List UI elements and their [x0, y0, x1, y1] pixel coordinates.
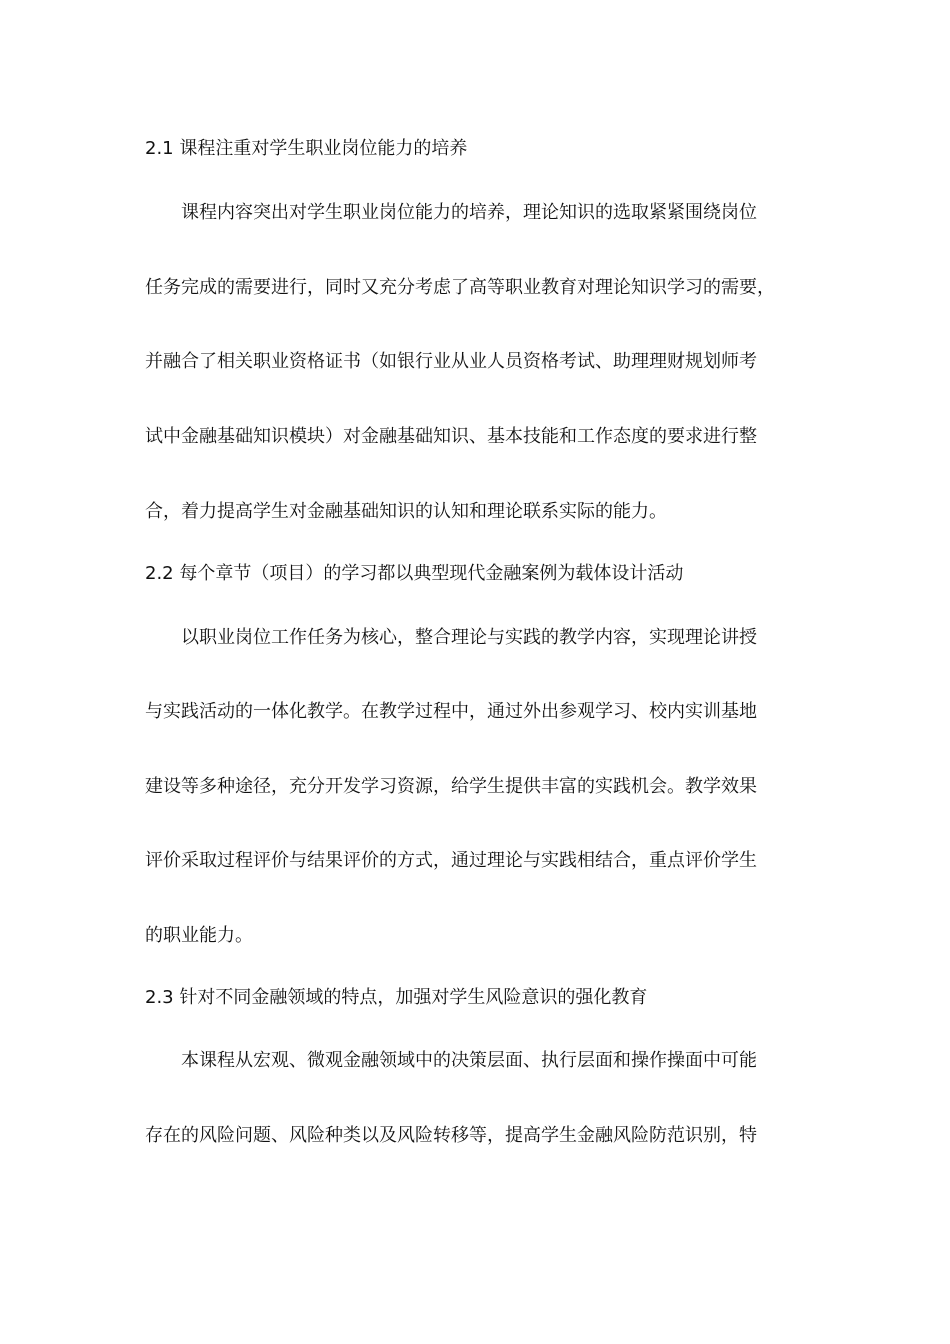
section-heading-2-3: 2.3 针对不同金融领域的特点，加强对学生风险意识的强化教育 — [145, 987, 648, 1008]
paragraph-line: 建设等多种途径，充分开发学习资源，给学生提供丰富的实践机会。教学效果 — [145, 776, 757, 797]
paragraph-line: 与实践活动的一体化教学。在教学过程中，通过外出参观学习、校内实训基地 — [145, 701, 757, 722]
paragraph-line: 试中金融基础知识模块）对金融基础知识、基本技能和工作态度的要求进行整 — [145, 426, 757, 447]
paragraph-line: 评价采取过程评价与结果评价的方式，通过理论与实践相结合，重点评价学生 — [145, 850, 757, 871]
paragraph-line: 的职业能力。 — [145, 925, 253, 946]
paragraph-line: 以职业岗位工作任务为核心，整合理论与实践的教学内容，实现理论讲授 — [181, 627, 757, 648]
paragraph-line: 并融合了相关职业资格证书（如银行业从业人员资格考试、助理理财规划师考 — [145, 351, 757, 372]
paragraph-line: 任务完成的需要进行，同时又充分考虑了高等职业教育对理论知识学习的需要， — [145, 277, 775, 298]
paragraph-line: 存在的风险问题、风险种类以及风险转移等，提高学生金融风险防范识别，特 — [145, 1125, 757, 1146]
paragraph-line: 课程内容突出对学生职业岗位能力的培养，理论知识的选取紧紧围绕岗位 — [181, 202, 757, 223]
section-heading-2-1: 2.1 课程注重对学生职业岗位能力的培养 — [145, 138, 468, 159]
paragraph-line: 合，着力提高学生对金融基础知识的认知和理论联系实际的能力。 — [145, 501, 667, 522]
paragraph-line: 本课程从宏观、微观金融领域中的决策层面、执行层面和操作操面中可能 — [181, 1050, 757, 1071]
section-heading-2-2: 2.2 每个章节（项目）的学习都以典型现代金融案例为载体设计活动 — [145, 563, 684, 584]
